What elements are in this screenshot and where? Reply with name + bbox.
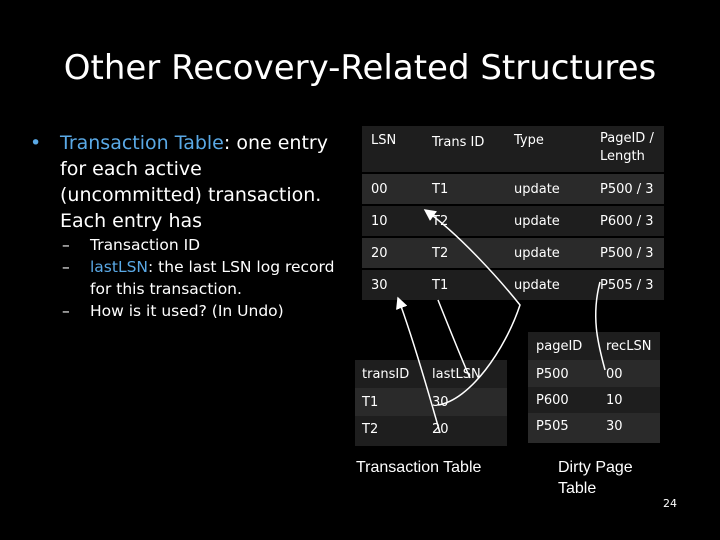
slide-title: Other Recovery-Related Structures [63, 48, 657, 88]
page-number: 24 [663, 497, 677, 510]
transaction-table-caption: Transaction Table [356, 459, 482, 476]
trans-header-lastlsn: lastLSN [432, 367, 481, 382]
log-cell-lsn: 10 [371, 214, 388, 229]
log-cell-type: update [514, 214, 560, 229]
log-cell-type: update [514, 278, 560, 293]
trans-cell-id: T2 [362, 422, 379, 437]
dirty-page-table-caption: Dirty Page Table [558, 459, 633, 497]
log-cell-lsn: 30 [371, 278, 388, 293]
trans-cell-lastlsn: 20 [432, 422, 449, 437]
log-cell-trans: T2 [432, 214, 449, 229]
sub-text: : the last LSN log record for this transaction. [90, 258, 335, 298]
sub-dash: – [62, 302, 70, 320]
bullet-highlight: Transaction Table [60, 132, 224, 154]
bullet-dot: • [30, 132, 42, 154]
log-cell-page: P505 / 3 [600, 278, 654, 293]
log-cell-page: P500 / 3 [600, 246, 654, 261]
bullet-text: : one entry for each active (uncommitted) transaction. Each entry has [60, 132, 328, 232]
trans-cell-lastlsn: 30 [432, 395, 449, 410]
dpt-cell-reclsn: 30 [606, 419, 623, 434]
log-cell-page: P500 / 3 [600, 182, 654, 197]
log-cell-type: update [514, 246, 560, 261]
sub-text: Transaction ID [90, 236, 201, 254]
sub-highlight: lastLSN [90, 258, 149, 276]
log-cell-page: P600 / 3 [600, 214, 654, 229]
sub-dash: – [62, 258, 70, 276]
log-header-type: Type [514, 133, 544, 148]
log-cell-trans: T1 [432, 182, 449, 197]
sub-text: How is it used? (In Undo) [90, 302, 284, 320]
log-link-arrow [438, 300, 470, 378]
dpt-cell-reclsn: 00 [606, 367, 623, 382]
trans-header-transid: transID [362, 367, 410, 382]
log-cell-trans: T2 [432, 246, 449, 261]
log-cell-trans: T1 [432, 278, 449, 293]
lastlsn-t2-arrow [398, 298, 440, 433]
log-cell-lsn: 20 [371, 246, 388, 261]
dpt-cell-reclsn: 10 [606, 393, 623, 408]
log-header-pageid: PageID / Length [600, 131, 654, 164]
dpt-header-reclsn: recLSN [606, 339, 652, 354]
log-header-transid: Trans ID [432, 135, 485, 150]
dpt-cell-page: P500 [536, 367, 569, 382]
lastlsn-t1-arrow [425, 210, 520, 405]
dpt-header-pageid: pageID [536, 339, 583, 354]
dpt-cell-page: P505 [536, 419, 569, 434]
dpt-cell-page: P600 [536, 393, 569, 408]
log-cell-type: update [514, 182, 560, 197]
log-header-lsn: LSN [371, 133, 397, 148]
page-link-arrow [596, 282, 605, 370]
sub-dash: – [62, 236, 70, 254]
log-cell-lsn: 00 [371, 182, 388, 197]
trans-cell-id: T1 [362, 395, 379, 410]
